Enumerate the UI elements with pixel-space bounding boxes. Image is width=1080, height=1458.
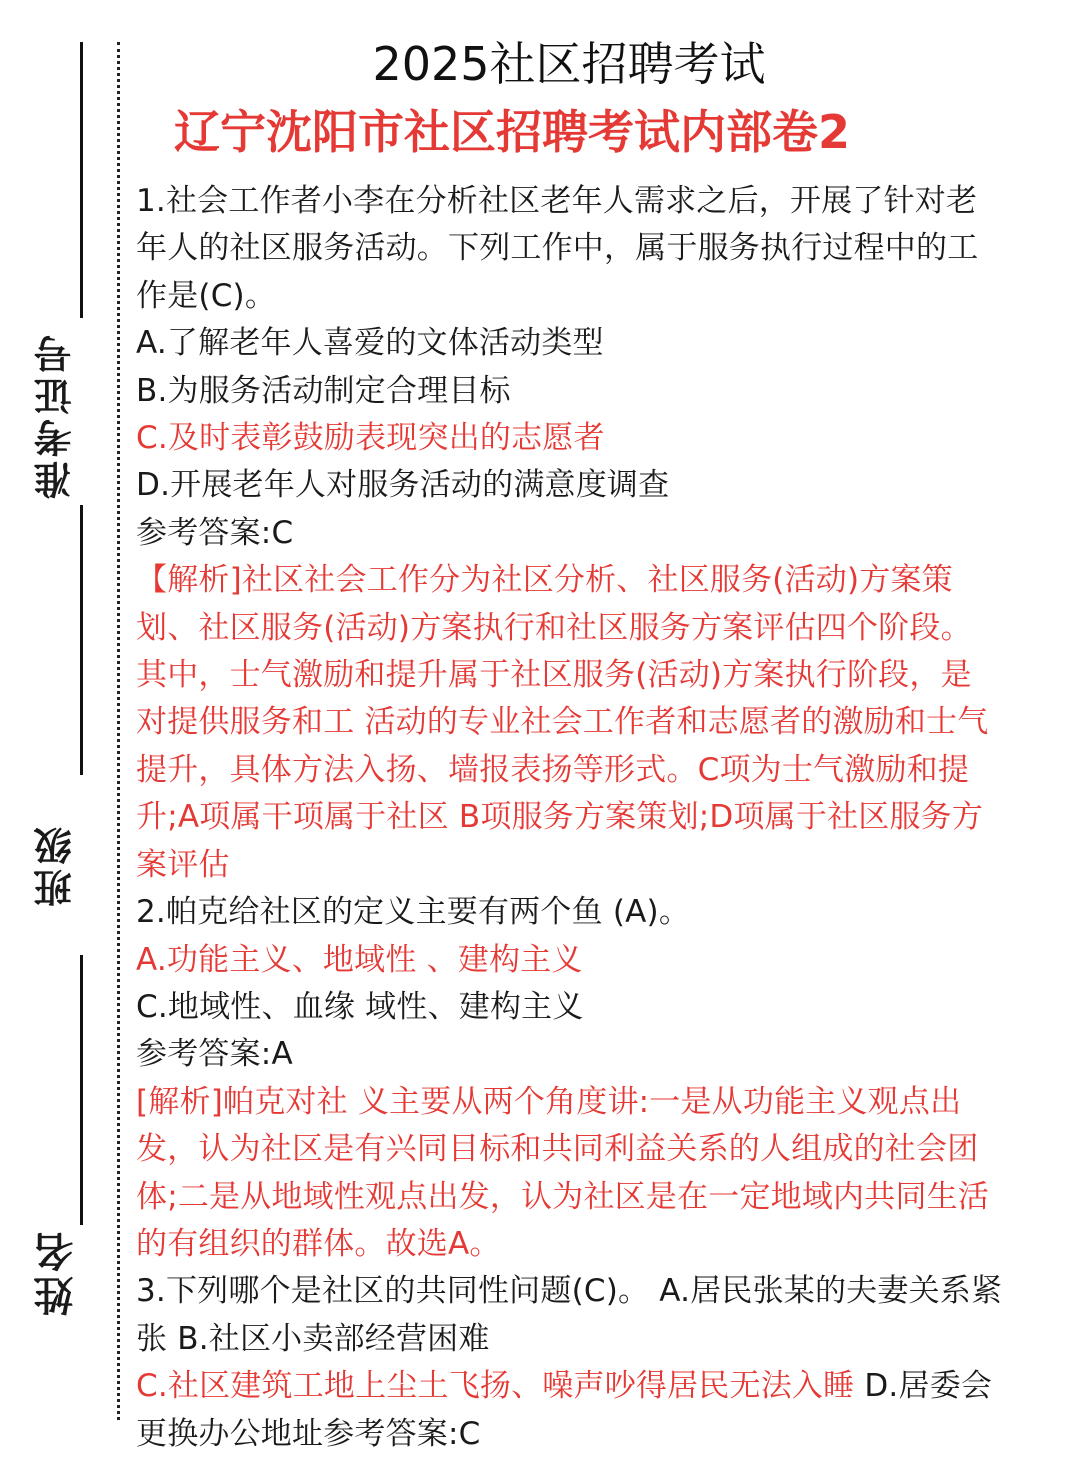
text-line: 更换办公地址参考答案:C: [136, 1415, 481, 1452]
page-title: 2025社区招聘考试: [372, 37, 766, 91]
text-segment: D.居委会: [854, 1368, 993, 1405]
text-line: 划、社区服务(活动)方案执行和社区服务方案评估四个阶段。: [136, 609, 972, 646]
text-line: 参考答案:C: [136, 514, 294, 551]
highlight-segment: C.社区建筑工地上尘土飞扬、噪声吵得居民无法入睡: [136, 1368, 855, 1405]
text-line: A.了解老年人喜爱的文体活动类型: [136, 325, 604, 362]
text-line: 体;二是从地域性观点出发，认为社区是在一定地域内共同生活: [136, 1178, 990, 1215]
text-line: 作是(C)。: [136, 277, 277, 314]
text-line: 1.社会工作者小李在分析社区老年人需求之后，开展了针对老: [136, 183, 978, 219]
class-line: [80, 955, 83, 1225]
text-line: 【解析]社区社会工作分为社区分析、社区服务(活动)方案策: [136, 562, 953, 599]
text-line: C.地域性、血缘 域性、建构主义: [136, 988, 584, 1025]
text-line: 升;A项属干项属于社区 B项服务方案策划;D项属于社区服务方: [136, 799, 984, 836]
text-line: 参考答案:A: [136, 1036, 293, 1073]
text-line: B.为服务活动制定合理目标: [136, 372, 511, 409]
text-line: D.开展老年人对服务活动的满意度调查: [136, 467, 670, 504]
text-line: 2.帕克给社区的定义主要有两个鱼 (A)。: [136, 894, 691, 931]
exam-content: [136, 178, 1066, 1458]
class-label: 班级: [34, 823, 78, 907]
text-line: 的有组织的群体。故选A。: [136, 1225, 501, 1262]
text-line: 对提供服务和工 活动的专业社会工作者和志愿者的激励和士气: [136, 704, 989, 741]
text-line: 3.下列哪个是社区的共同性问题(C)。 A.居民张某的夫妻关系紧: [136, 1273, 1003, 1310]
text-line: 提升，具体方法入扬、墙报表扬等形式。C项为士气激励和提: [136, 751, 970, 788]
binding-dotted-line: [117, 42, 120, 1420]
name-label: 姓名: [34, 1228, 80, 1317]
text-line: [解析]帕克对社 义主要从两个角度讲:一是从功能主义观点出: [136, 1083, 962, 1120]
page-subtitle: 辽宁沈阳市社区招聘考试内部卷2: [173, 105, 850, 159]
admission-line-bottom: [80, 505, 83, 775]
text-line: [136, 1363, 1066, 1410]
text-line: A.功能主义、地域性 、建构主义: [136, 941, 583, 978]
admission-number-label: 准考证号: [34, 331, 78, 499]
text-line: 其中，士气激励和提升属于社区服务(活动)方案执行阶段，是: [136, 657, 972, 694]
text-line: C.及时表彰鼓励表现突出的志愿者: [136, 420, 605, 457]
text-line: 发，认为社区是有兴同目标和共同利益关系的人组成的社会团: [136, 1131, 979, 1168]
text-line: 年人的社区服务活动。下列工作中，属于服务执行过程中的工: [136, 230, 979, 267]
text-line: 案评估: [136, 846, 230, 883]
text-line: 张 B.社区小卖部经营困难: [136, 1320, 490, 1357]
